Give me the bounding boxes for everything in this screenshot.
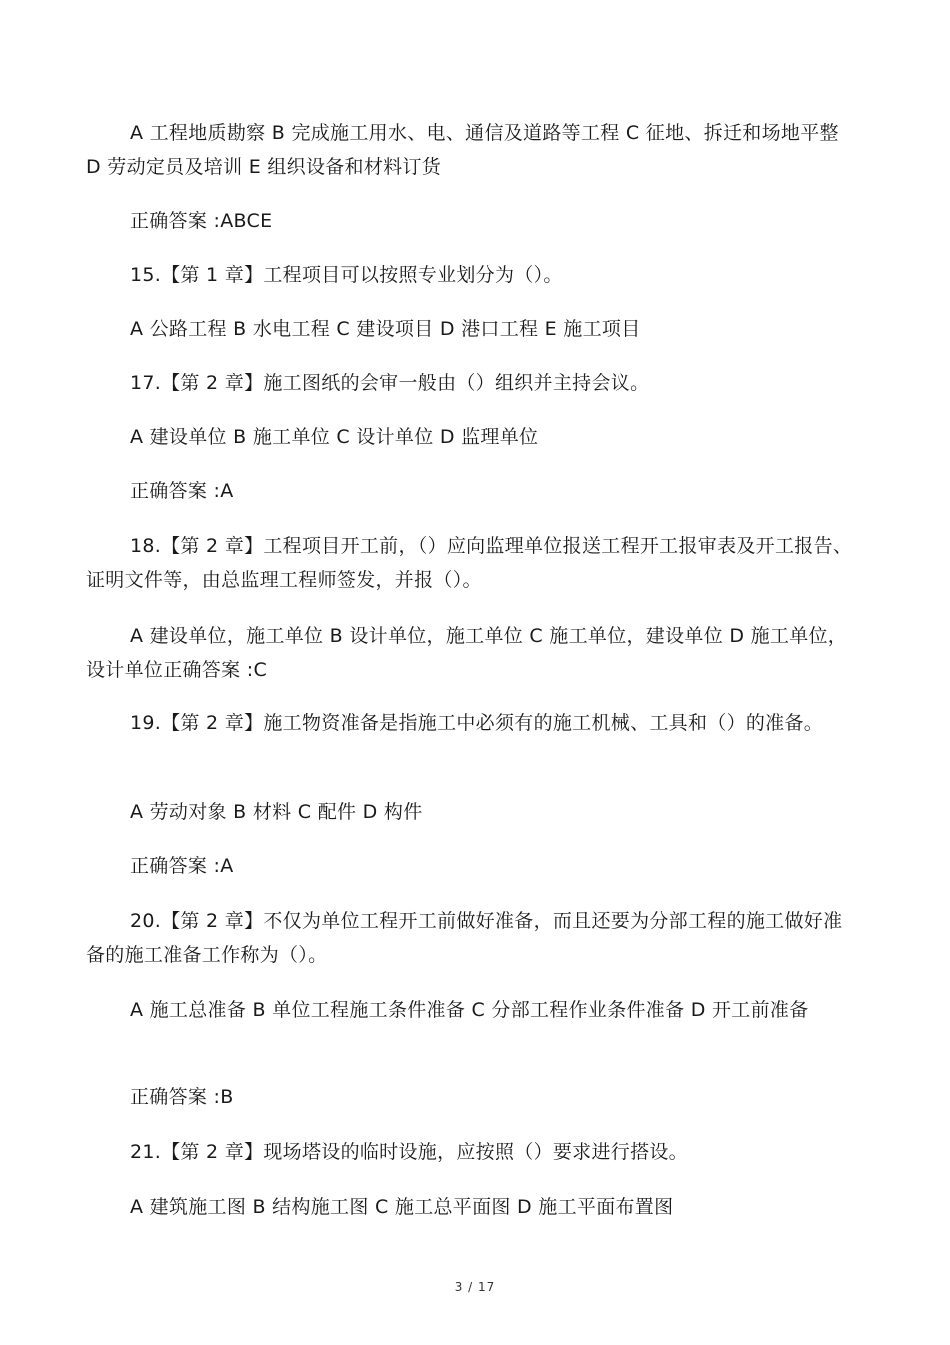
page-number: 3 / 17 [454, 1280, 496, 1294]
answer-q14: 正确答案 :ABCE [130, 210, 273, 232]
question-21: 21.【第 2 章】现场塔设的临时设施，应按照（）要求进行搭设。 [130, 1141, 688, 1163]
question-17: 17.【第 2 章】施工图纸的会审一般由（）组织并主持会议。 [130, 372, 650, 394]
question-20: 20.【第 2 章】不仅为单位工程开工前做好准备，而且还要为分部工程的施工做好准备的施工准备工作称为（）。 [86, 910, 843, 966]
question-15: 15.【第 1 章】工程项目可以按照专业划分为（）。 [130, 264, 563, 286]
question-18: 18.【第 2 章】工程项目开工前，（）应向监理单位报送工程开工报审表及开工报告、证明文件等，由总监理工程师签发，并报（）。 [86, 535, 853, 591]
answer-q17: 正确答案 :A [130, 480, 234, 502]
question-19: 19.【第 2 章】施工物资准备是指施工中必须有的施工机械、工具和（）的准备。 [130, 712, 824, 734]
options-q20: A 施工总准备 B 单位工程施工条件准备 C 分部工程作业条件准备 D 开工前准备 [130, 999, 809, 1021]
options-q14: A 工程地质勘察 B 完成施工用水、电、通信及道路等工程 C 征地、拆迁和场地平整 D 劳动定员及培训 E 组织设备和材料订货 [86, 122, 839, 178]
answer-q19: 正确答案 :A [130, 855, 234, 877]
options-q18: A 建设单位，施工单位 B 设计单位，施工单位 C 施工单位，建设单位 D 施工单位，设计单位正确答案 :C [86, 625, 848, 681]
options-q19: A 劳动对象 B 材料 C 配件 D 构件 [130, 801, 423, 823]
answer-q20: 正确答案 :B [130, 1086, 234, 1108]
options-q21: A 建筑施工图 B 结构施工图 C 施工总平面图 D 施工平面布置图 [130, 1196, 674, 1218]
options-q15: A 公路工程 B 水电工程 C 建设项目 D 港口工程 E 施工项目 [130, 318, 641, 340]
options-q17: A 建设单位 B 施工单位 C 设计单位 D 监理单位 [130, 426, 539, 448]
